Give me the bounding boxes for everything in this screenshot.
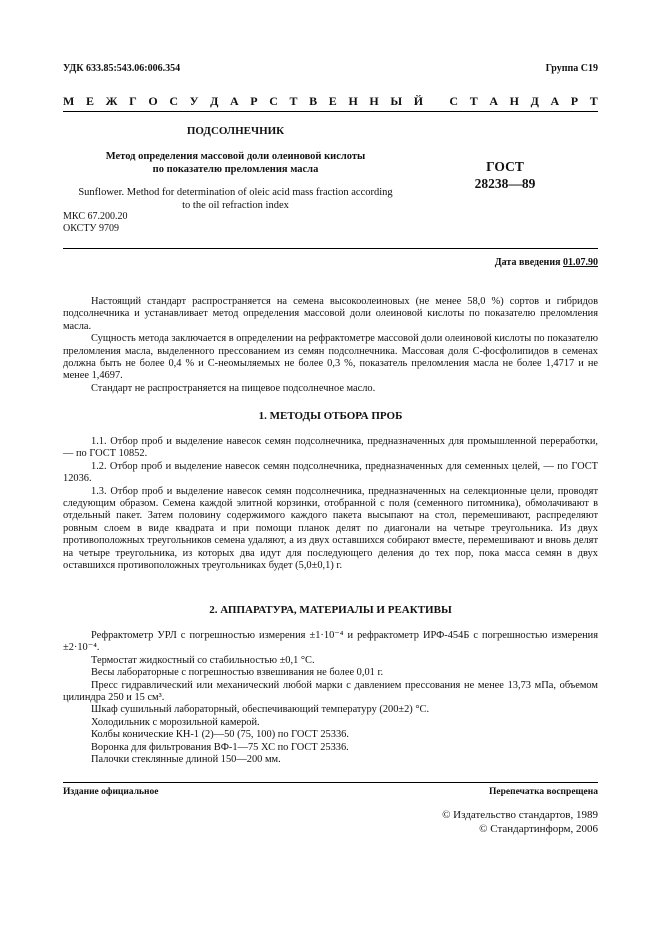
- band-letter: Д: [530, 94, 539, 108]
- band-letter: Н: [348, 94, 358, 108]
- introduction-date: [495, 257, 598, 268]
- band-letter: Е: [328, 94, 337, 108]
- group-code: Группа С19: [545, 63, 598, 74]
- band-letter: С: [169, 94, 178, 108]
- paragraph-1-1: 1.1. Отбор проб и выделение навесок семян подсолнечника, предназначенных для промышленной переработки, — по ГОСТ 10852.: [63, 436, 598, 460]
- paragraph-1-3: 1.3. Отбор проб и выделение навесок семян подсолнечника, предназначенных на селекционные цели, проводят следующим образом. Семена каждой элитной корзинки, отобранной с поля (семенного питомника), обмолачивают в отдельный пакет. Затем половину содержимого каждого пакета высыпают на стол, перемешивают, распределяют ровным слоем в виде квадрата и при помощи планок делят по диагонали на четыре треугольника. Из двух противоположных треугольников семена удаляют, а из двух оставшихся собирают вместе, перемешивают и вновь делят на четыре треугольника, из которых два идут для последующего деления до тех пор, пока масса семян в двух оставшихся противоположных треугольниках будет (5,0±0,1) г.: [63, 485, 598, 572]
- method-title-line2: по показателю преломления масла: [152, 164, 319, 175]
- section-2-body: [63, 630, 598, 766]
- band-letter: Т: [589, 94, 598, 108]
- intro-paragraph-3: Стандарт не распространяется на пищевое подсолнечное масло.: [91, 382, 376, 394]
- copyright-line-2: © Стандартинформ, 2006: [479, 823, 598, 835]
- band-letter: Й: [413, 94, 424, 108]
- band-letter: Д: [210, 94, 219, 108]
- band-letter: А: [489, 94, 498, 108]
- interstate-standard-band: [63, 94, 598, 109]
- copyright-block: [442, 808, 598, 836]
- band-letter: Н: [509, 94, 519, 108]
- header-divider: [63, 111, 598, 112]
- equipment-funnel: Воронка для фильтрования ВФ-1—75 ХС по ГОСТ 25336.: [91, 741, 349, 753]
- intro-section: [63, 296, 598, 395]
- intro-paragraph-1: Настоящий стандарт распространяется на семена высокоолеиновых (не менее 58,0 %) сортов и гибридов подсолнечника и устанавливает метод определения массовой доли олеиновой кислоты по показателю преломления масла.: [63, 296, 598, 332]
- band-letter: Ы: [390, 94, 403, 108]
- mks-code: МКС 67.200.20: [63, 211, 128, 222]
- band-letter: Е: [85, 94, 94, 108]
- equipment-refractometer: Рефрактометр УРЛ с погрешностью измерения ±1·10⁻⁴ и рефрактометр ИРФ-454Б с погрешностью измерения ±2·10⁻⁴.: [63, 630, 598, 654]
- equipment-scales: Весы лабораторные с погрешностью взвешивания не более 0,01 г.: [91, 667, 384, 679]
- english-title: [63, 186, 408, 212]
- intro-paragraph-2: Сущность метода заключается в определении на рефрактометре массовой доли олеиновой кислоты по показателю преломления масла, выделенного прессованием из семян подсолнечника. Массовая доля С-фосфолипидов в семенах должна быть не более 0,4 % и С-неомыляемых не более 0,3 %, показатель преломления масла не более 1,4717 и не менее 1,4697.: [63, 333, 599, 382]
- gost-number: 28238—89: [474, 176, 536, 191]
- equipment-glass-rods: Палочки стеклянные длиной 150—200 мм.: [91, 754, 281, 766]
- band-letter: Г: [129, 94, 137, 108]
- footer-divider: [63, 782, 598, 783]
- band-letter: Р: [250, 94, 258, 108]
- gost-designation: [440, 158, 570, 192]
- english-title-line1: Sunflower. Method for determination of oleic acid mass fraction according: [78, 187, 393, 198]
- gost-label: ГОСТ: [486, 159, 524, 174]
- equipment-refrigerator: Холодильник с морозильной камерой.: [91, 716, 260, 728]
- band-letter: А: [229, 94, 239, 108]
- band-letter: О: [148, 94, 158, 108]
- band-letter: С: [269, 94, 278, 108]
- classification-codes: [63, 211, 127, 235]
- band-letter: Р: [570, 94, 579, 108]
- band-letter: С: [449, 94, 459, 108]
- band-letter: [435, 94, 438, 109]
- section-1-heading: 1. МЕТОДЫ ОТБОРА ПРОБ: [258, 410, 403, 422]
- band-letter: Ж: [105, 94, 118, 108]
- equipment-drying-cabinet: Шкаф сушильный лабораторный, обеспечивающий температуру (200±2) °С.: [91, 704, 430, 716]
- band-letter: М: [63, 94, 75, 108]
- reprint-prohibited-label: Перепечатка воспрещена: [488, 787, 598, 797]
- section-1-body: [63, 436, 598, 572]
- band-letter: Н: [369, 94, 379, 108]
- copyright-line-1: © Издательство стандартов, 1989: [442, 809, 598, 821]
- introduction-date-value: 01.07.90: [563, 257, 598, 268]
- band-letter: Т: [469, 94, 478, 108]
- official-edition-label: Издание официальное: [63, 787, 159, 797]
- equipment-press: Пресс гидравлический или механический любой марки с давлением прессования не менее 13,73 мПа, объемом цилиндра 250 и 15 см³.: [63, 679, 598, 704]
- paragraph-1-2: 1.2. Отбор проб и выделение навесок семян подсолнечника, предназначенных для семенных целей, — по ГОСТ 12036.: [63, 460, 598, 485]
- equipment-flasks: Колбы конические КН-1 (2)—50 (75, 100) по ГОСТ 25336.: [91, 729, 349, 741]
- title-divider: [63, 248, 598, 249]
- udk-code: УДК 633.85:543.06:006.354: [63, 63, 181, 74]
- method-title-line1: Метод определения массовой доли олеиновой кислоты: [105, 151, 366, 162]
- band-letter: В: [309, 94, 318, 108]
- section-2-heading: 2. АППАРАТУРА, МАТЕРИАЛЫ И РЕАКТИВЫ: [209, 604, 452, 616]
- band-letter: Т: [289, 94, 298, 108]
- product-title: ПОДСОЛНЕЧНИК: [186, 125, 285, 137]
- method-title: [63, 150, 408, 176]
- band-letter: А: [550, 94, 560, 108]
- okstu-code: ОКСТУ 9709: [63, 223, 120, 234]
- band-letter: У: [189, 94, 199, 108]
- equipment-thermostat: Термостат жидкостный со стабильностью ±0,1 °С.: [91, 654, 315, 666]
- introduction-date-label: Дата введения: [494, 257, 561, 268]
- english-title-line2: to the oil refraction index: [182, 200, 289, 211]
